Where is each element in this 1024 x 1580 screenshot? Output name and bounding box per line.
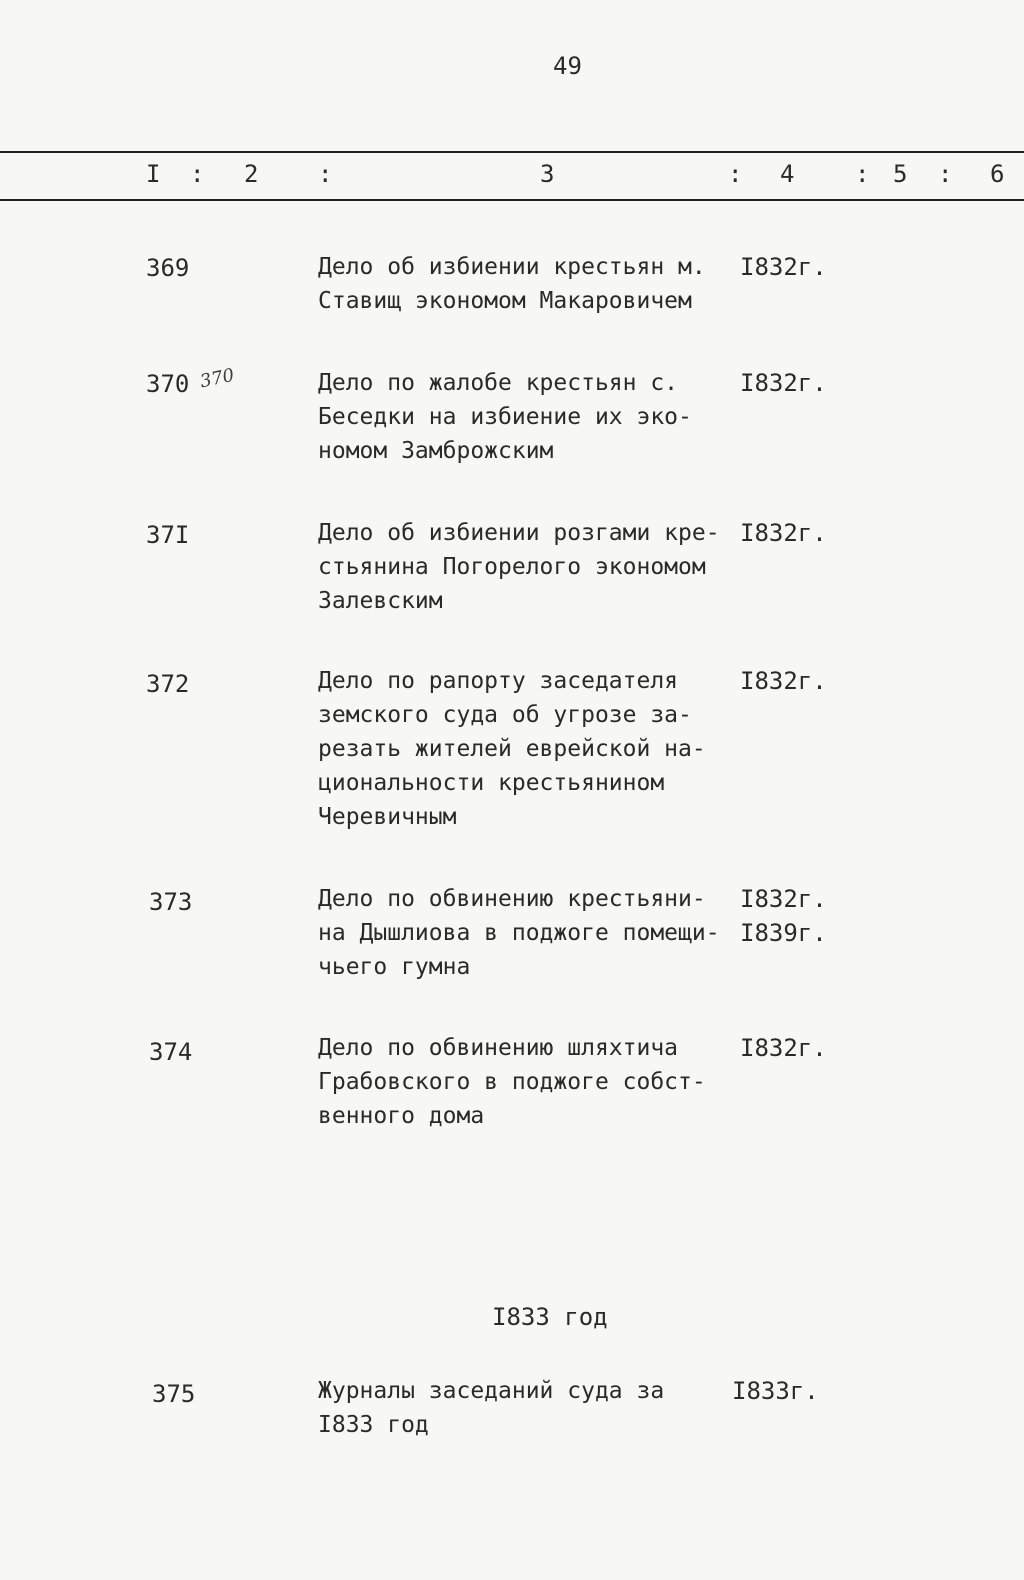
row-number: 372 xyxy=(146,670,190,698)
header-col-1: I xyxy=(146,160,161,188)
row-number: 375 xyxy=(152,1380,196,1408)
row-description: Дело по рапорту заседателя земского суда об угрозе за- резать жителей еврейской на- циональности крестьянином Черевичным xyxy=(318,668,706,830)
page-number: 49 xyxy=(553,52,582,80)
header-col-5: 5 xyxy=(893,160,908,188)
header-col-6: 6 xyxy=(990,160,1005,188)
row-description: Журналы заседаний суда за I833 год xyxy=(318,1378,665,1438)
header-sep: : xyxy=(728,160,743,188)
row-date: I832г. xyxy=(740,253,827,281)
header-sep: : xyxy=(190,160,205,188)
row-description: Дело по жалобе крестьян с. Беседки на избиение их эко- номом Замброжским xyxy=(318,370,692,464)
row-number: 374 xyxy=(149,1038,193,1066)
header-col-3: 3 xyxy=(540,160,555,188)
header-sep: : xyxy=(318,160,333,188)
row-date: I832г. xyxy=(740,667,827,695)
row-date: I832г. xyxy=(740,369,827,397)
header-col-4: 4 xyxy=(780,160,795,188)
row-number: 373 xyxy=(149,888,193,916)
header-rule-bottom xyxy=(0,199,1024,201)
row-description: Дело об избиении розгами кре- стьянина Погорелого экономом Залевским xyxy=(318,520,720,614)
row-description: Дело об избиении крестьян м. Ставищ экономом Макаровичем xyxy=(318,254,706,314)
row-number: 369 xyxy=(146,254,190,282)
header-sep: : xyxy=(938,160,953,188)
header-sep: : xyxy=(855,160,870,188)
row-description: Дело по обвинению крестьяни- на Дышлиова в поджоге помещи- чьего гумна xyxy=(318,886,720,980)
section-heading: I833 год xyxy=(492,1303,608,1331)
handwritten-annotation: 370 xyxy=(198,364,237,393)
row-date: I832г. xyxy=(740,1034,827,1062)
row-date: I832г. xyxy=(740,519,827,547)
row-number: 370 xyxy=(146,370,190,398)
row-number: 37I xyxy=(146,521,190,549)
row-date: I833г. xyxy=(732,1377,819,1405)
header-rule-top xyxy=(0,151,1024,153)
row-date: I832г. I839г. xyxy=(740,885,827,947)
row-description: Дело по обвинению шляхтича Грабовского в поджоге собст- венного дома xyxy=(318,1035,706,1129)
header-col-2: 2 xyxy=(244,160,259,188)
